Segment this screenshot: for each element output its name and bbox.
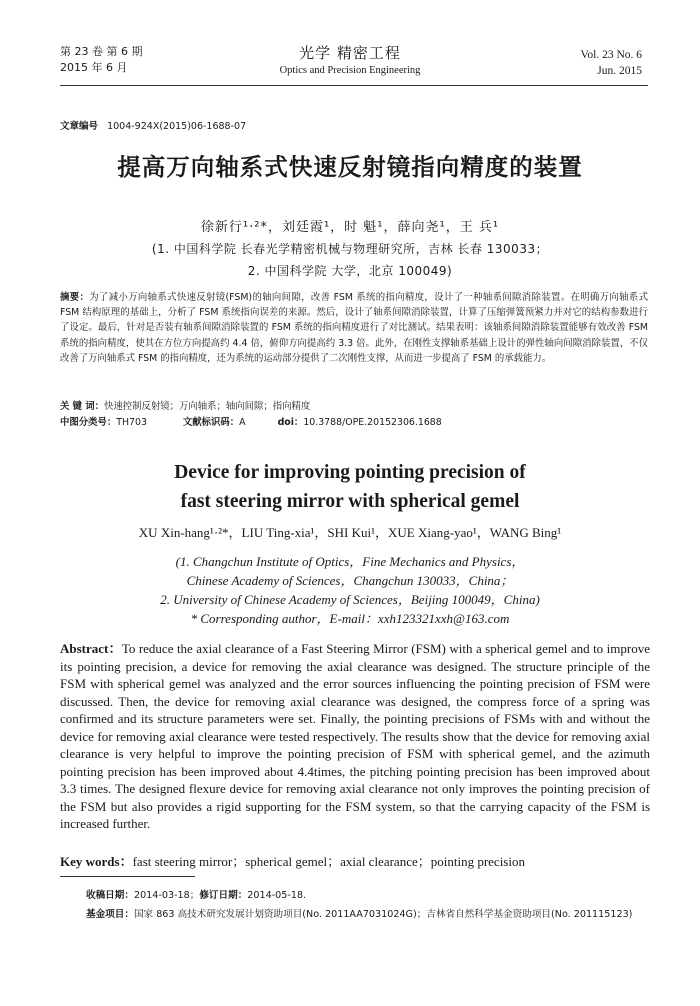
article-number-value: 1004-924X(2015)06-1688-07 — [107, 121, 247, 132]
keywords-cn — [60, 398, 310, 412]
title-en-line-2: fast steering mirror with spherical gemel — [180, 491, 520, 512]
doi-value: 10.3788/OPE.20152306.1688 — [303, 417, 442, 428]
date-cn: 2015 年 6 月 — [60, 61, 128, 74]
keywords-en — [60, 851, 525, 870]
revised-label: 修订日期： — [199, 890, 248, 901]
header-divider — [60, 85, 648, 86]
clc-value: TH703 — [116, 417, 147, 428]
article-number — [60, 118, 246, 132]
doc-code-value: A — [239, 417, 246, 428]
journal-name-en: Optics and Precision Engineering — [279, 65, 421, 76]
revised-date: 2014-05-18. — [247, 890, 307, 901]
fund-label: 基金项目： — [86, 909, 134, 920]
footnote-dates — [86, 888, 646, 904]
affiliation-en-2: Chinese Academy of Sciences，Changchun 130033，China； — [186, 573, 514, 588]
authors-cn: 徐新行¹·²*，刘廷霞¹，时 魁¹，薛向尧¹，王 兵¹ — [200, 220, 500, 235]
article-number-label: 文章编号 — [60, 121, 99, 132]
abstract-cn-label: 摘要： — [60, 292, 90, 303]
corresponding-author: * Corresponding author，E-mail：xxh123321xxh@163.com — [190, 611, 510, 626]
abstract-en — [60, 640, 650, 833]
abstract-cn — [60, 290, 648, 366]
date-en: Jun. 2015 — [597, 65, 642, 77]
keywords-en-label: Key words： — [60, 854, 133, 869]
abstract-en-label: Abstract： — [60, 641, 122, 656]
volume-issue-en: Vol. 23 No. 6 — [580, 49, 642, 61]
doi-label: doi： — [277, 417, 304, 428]
received-date: 2014-03-18； — [133, 890, 200, 901]
fund-text: 国家 863 高技术研究发展计划资助项目(No. 2011AA7031024G)；吉林省自然科学基金资助项目(No. 201115123) — [133, 909, 633, 920]
authors-en: XU Xin-hang¹·²*，LIU Ting-xia¹，SHI Kui¹，XUE Xiang-yao¹，WANG Bing¹ — [138, 525, 562, 540]
keywords-cn-text: 快速控制反射镜；万向轴系；轴向间隙；指向精度 — [104, 401, 311, 412]
clc-label: 中图分类号： — [60, 417, 117, 428]
journal-name-cn: 光学 精密工程 — [299, 44, 401, 62]
footnote-divider — [60, 876, 195, 877]
keywords-en-text: fast steering mirror；spherical gemel；axial clearance；pointing precision — [132, 854, 525, 869]
title-en — [0, 458, 700, 516]
affiliation-en-3: 2. University of Chinese Academy of Sciences，Beijing 100049，China) — [160, 592, 540, 607]
doc-code-label: 文献标识码： — [182, 417, 240, 428]
affiliation-en-1: (1. Changchun Institute of Optics，Fine Mechanics and Physics， — [175, 554, 525, 569]
affiliation-cn-1: (1. 中国科学院 长春光学精密机械与物理研究所，吉林 长春 130033； — [151, 242, 549, 256]
title-en-line-1: Device for improving pointing precision of — [174, 462, 526, 483]
header-volume-block-en — [581, 47, 642, 79]
keywords-cn-label: 关 键 词： — [60, 401, 105, 412]
abstract-en-text: To reduce the axial clearance of a Fast Steering Mirror (FSM) with a spherical gemel and to improve its pointing precision, a device for removing the axial clearance was designed. The structure principle of the FSM with spherical gemel was analyzed and the error sources influencing the pointing precision of FSM were discussed. Then, the device for removing axial clearance was designed, the compress force of a spring was confirmed and its structure parameters were set. Finally, the pointing precisions of FSMs with and without the device for removing axial clearance were tested respectively. The results show that the device for removing axial clearance is very helpful to improve the pointing precision of FSM with spherical gemel, and the azimuth pointing precision has been improved about 4.4times, the pitching pointing precision has been improved about 3.3 times. The designed flexure device for removing axial clearance not only improves the pointing precision of the FSM but also provides a rigid supporting for the FSM system, so that the carrying capacity of the FSM is increased further. — [60, 641, 650, 831]
abstract-cn-text: 为了减小万向轴系式快速反射镜(FSM)的轴向间隙，改善 FSM 系统的指向精度，设计了一种轴系间隙消除装置。在明确万向轴系式 FSM 结构原理的基础上，分析了 FSM 系统指向误差的来源。然后，设计了轴系间隙消除装置，计算了压缩弹簧预紧力并对它的结构参数进行了设定。最后，针对是否装有轴系间隙消除装置的 FSM 系统的指向精度进行了对比测试。结果表明：该轴系间隙消除装置能够有效改善 FSM 系统的指向精度，使其在方位方向提高约 4.4 倍，俯仰方向提高约 3.3 倍。此外，在刚性支撑轴系基础上设计的弹性轴向间隙消除装置，不仅改善了万向轴系式 FSM 的指向精度，还为系统的运动部分提供了二次刚性支撑，从而进一步提高了 FSM 的承载能力。 — [60, 292, 648, 364]
title-cn: 提高万向轴系式快速反射镜指向精度的装置 — [117, 153, 583, 181]
volume-issue-cn: 第 23 卷 第 6 期 — [60, 45, 143, 58]
classification-row — [60, 414, 442, 428]
affiliation-cn-2: 2. 中国科学院 大学，北京 100049) — [247, 264, 453, 278]
footnote-fund — [86, 907, 646, 923]
received-label: 收稿日期： — [86, 890, 134, 901]
